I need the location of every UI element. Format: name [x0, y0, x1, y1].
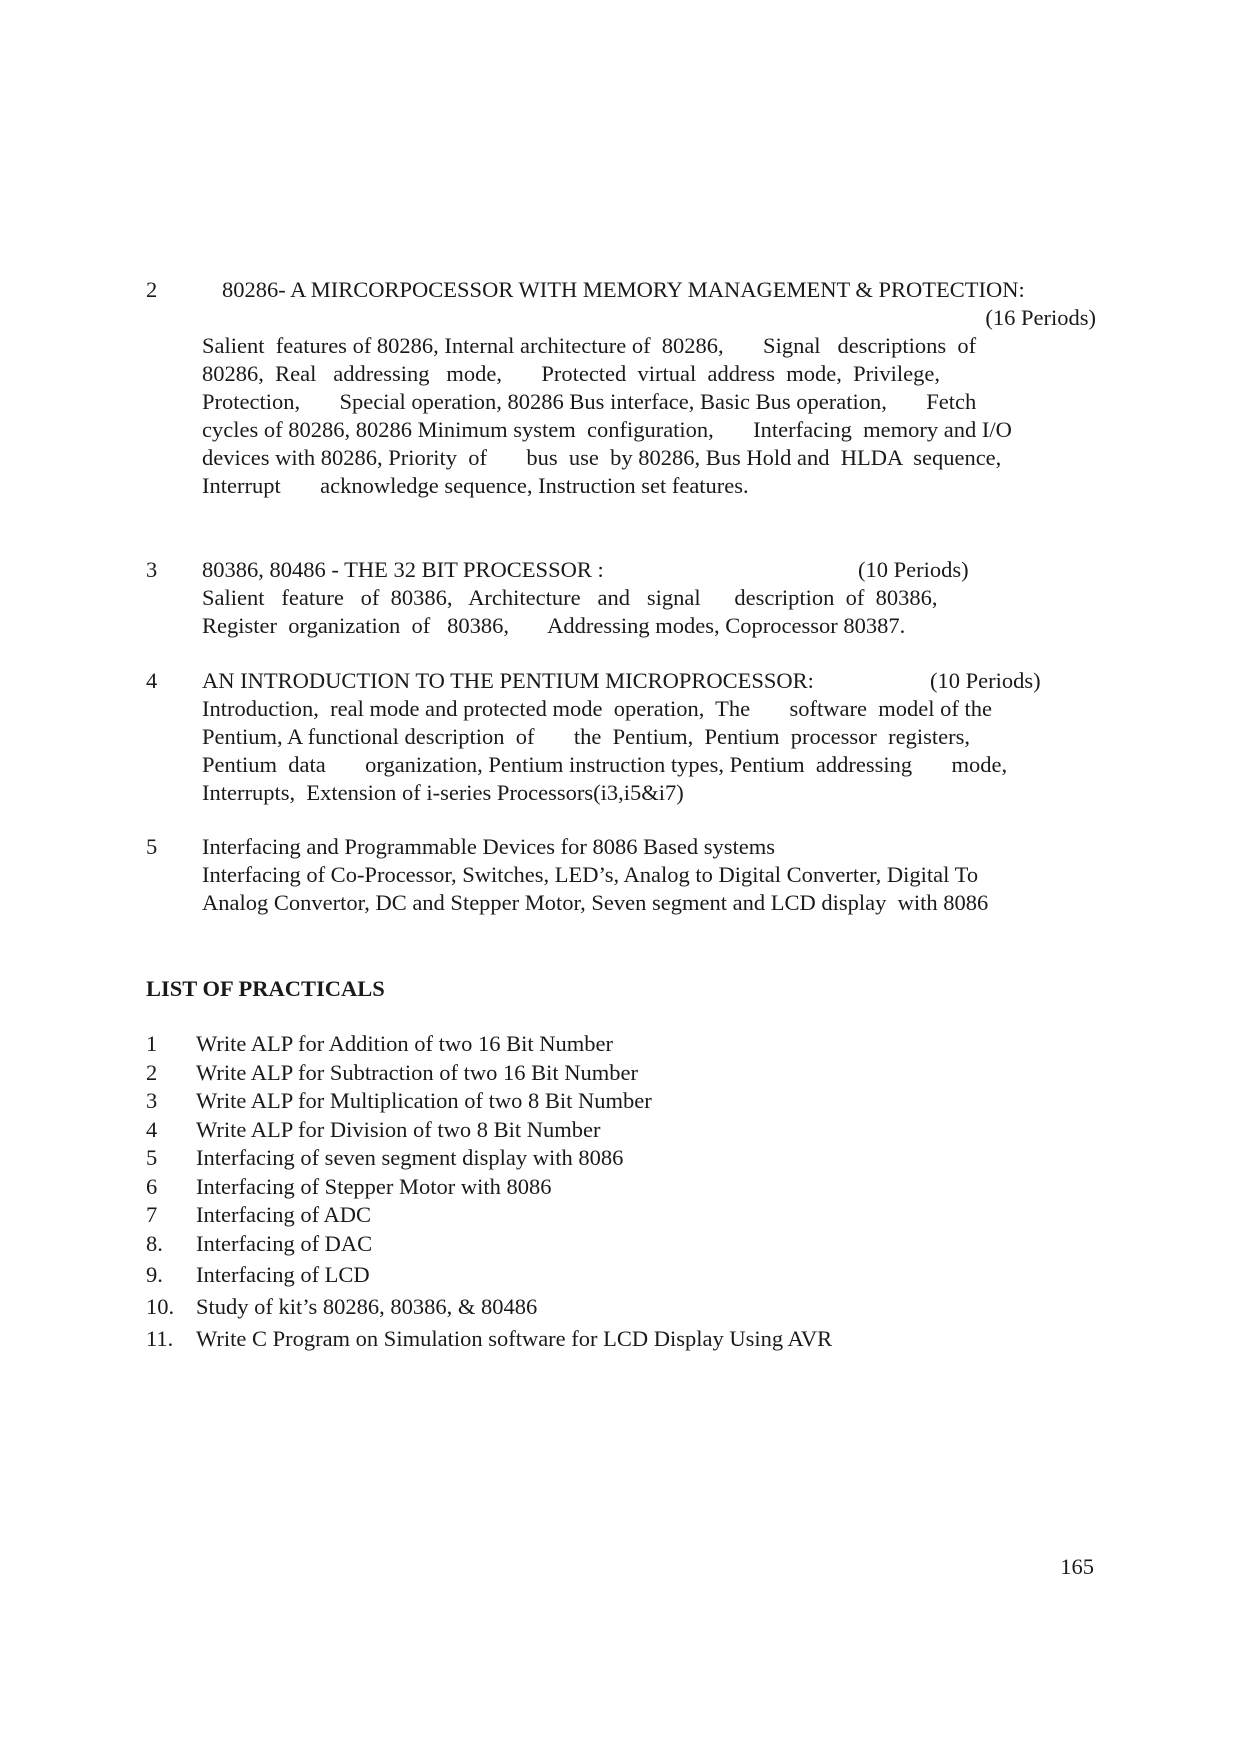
item-text: Interfacing of DAC [196, 1230, 373, 1256]
unit-title: 80286- A MIRCORPOCESSOR WITH MEMORY MANAGEMENT & PROTECTION: [222, 277, 1025, 302]
item-text: Interfacing of LCD [196, 1261, 370, 1287]
unit-number: 3 [146, 557, 158, 582]
list-item [146, 1173, 1046, 1202]
unit-body [202, 695, 1082, 807]
unit-title: 80386, 80486 - THE 32 BIT PROCESSOR : [202, 557, 604, 582]
item-text: Write ALP for Addition of two 16 Bit Number [196, 1031, 613, 1056]
item-number: 6 [146, 1173, 158, 1199]
item-number: 11. [146, 1325, 174, 1351]
body-line: 80286, Real addressing mode, Protected virtual address mode, Privilege, [202, 361, 940, 386]
list-item [146, 1293, 1046, 1325]
unit-body [202, 584, 1082, 640]
unit-periods: (10 Periods) [858, 557, 969, 582]
body-line: Register organization of 80386, Addressing modes, Coprocessor 80387. [202, 613, 906, 638]
unit-5 [146, 833, 1096, 923]
item-number: 5 [146, 1145, 158, 1170]
item-text: Write ALP for Multiplication of two 8 Bit Number [196, 1088, 652, 1113]
list-item [146, 1087, 1046, 1116]
item-text: Interfacing of Stepper Motor with 8086 [196, 1173, 552, 1199]
item-text: Write ALP for Division of two 8 Bit Number [196, 1116, 601, 1142]
list-item [146, 1116, 1046, 1145]
body-line: Introduction, real mode and protected mode operation, The software model of the [202, 696, 992, 721]
item-number: 3 [146, 1088, 158, 1113]
body-line: Interrupt acknowledge sequence, Instruction set features. [202, 473, 749, 498]
item-number: 8. [146, 1230, 163, 1256]
unit-periods: (16 Periods) [985, 305, 1096, 330]
list-item [146, 1230, 1046, 1261]
item-text: Interfacing of seven segment display with 8086 [196, 1145, 624, 1170]
unit-3 [146, 556, 1096, 646]
body-line: Pentium, A functional description of the Pentium, Pentium processor registers, [202, 724, 971, 749]
item-text: Write ALP for Subtraction of two 16 Bit Number [196, 1059, 638, 1085]
list-item [146, 1325, 1046, 1354]
list-item [146, 1030, 1046, 1059]
body-line: Interfacing of Co-Processor, Switches, LED’s, Analog to Digital Converter, Digital To [202, 862, 979, 887]
unit-body [202, 861, 1082, 917]
body-line: Pentium data organization, Pentium instruction types, Pentium addressing mode, [202, 752, 1008, 777]
body-line: Salient feature of 80386, Architecture and signal description of 80386, [202, 585, 938, 610]
unit-number: 4 [146, 668, 158, 693]
item-text: Write C Program on Simulation software for LCD Display Using AVR [196, 1325, 833, 1351]
unit-body [202, 332, 1082, 500]
unit-number: 5 [146, 834, 158, 859]
unit-number: 2 [146, 277, 158, 302]
list-item [146, 1261, 1046, 1293]
unit-title: Interfacing and Programmable Devices for 8086 Based systems [202, 834, 775, 859]
item-number: 4 [146, 1116, 158, 1142]
unit-2 [146, 276, 1096, 500]
item-number: 7 [146, 1202, 158, 1227]
body-line: cycles of 80286, 80286 Minimum system configuration, Interfacing memory and I/O [202, 417, 1012, 442]
item-number: 10. [146, 1293, 175, 1319]
body-line: Analog Convertor, DC and Stepper Motor, Seven segment and LCD display with 8086 [202, 890, 989, 915]
practicals-heading: LIST OF PRACTICALS [146, 976, 385, 1001]
body-line: Interrupts, Extension of i-series Processors(i3,i5&i7) [202, 780, 684, 805]
item-text: Study of kit’s 80286, 80386, & 80486 [196, 1293, 538, 1319]
list-item [146, 1144, 1046, 1173]
item-number: 2 [146, 1059, 158, 1085]
unit-4 [146, 667, 1096, 817]
item-number: 1 [146, 1031, 158, 1056]
list-item [146, 1201, 1046, 1230]
body-line: devices with 80286, Priority of bus use by 80286, Bus Hold and HLDA sequence, [202, 445, 1002, 470]
list-item [146, 1059, 1046, 1088]
item-text: Interfacing of ADC [196, 1202, 371, 1227]
unit-title: AN INTRODUCTION TO THE PENTIUM MICROPROCESSOR: [202, 668, 814, 693]
body-line: Protection, Special operation, 80286 Bus interface, Basic Bus operation, Fetch [202, 389, 977, 414]
item-number: 9. [146, 1261, 163, 1287]
unit-periods: (10 Periods) [930, 668, 1041, 693]
page-number: 165 [1060, 1554, 1094, 1579]
body-line: Salient features of 80286, Internal architecture of 80286, Signal descriptions of [202, 333, 977, 358]
practicals-list [146, 1030, 1046, 1353]
